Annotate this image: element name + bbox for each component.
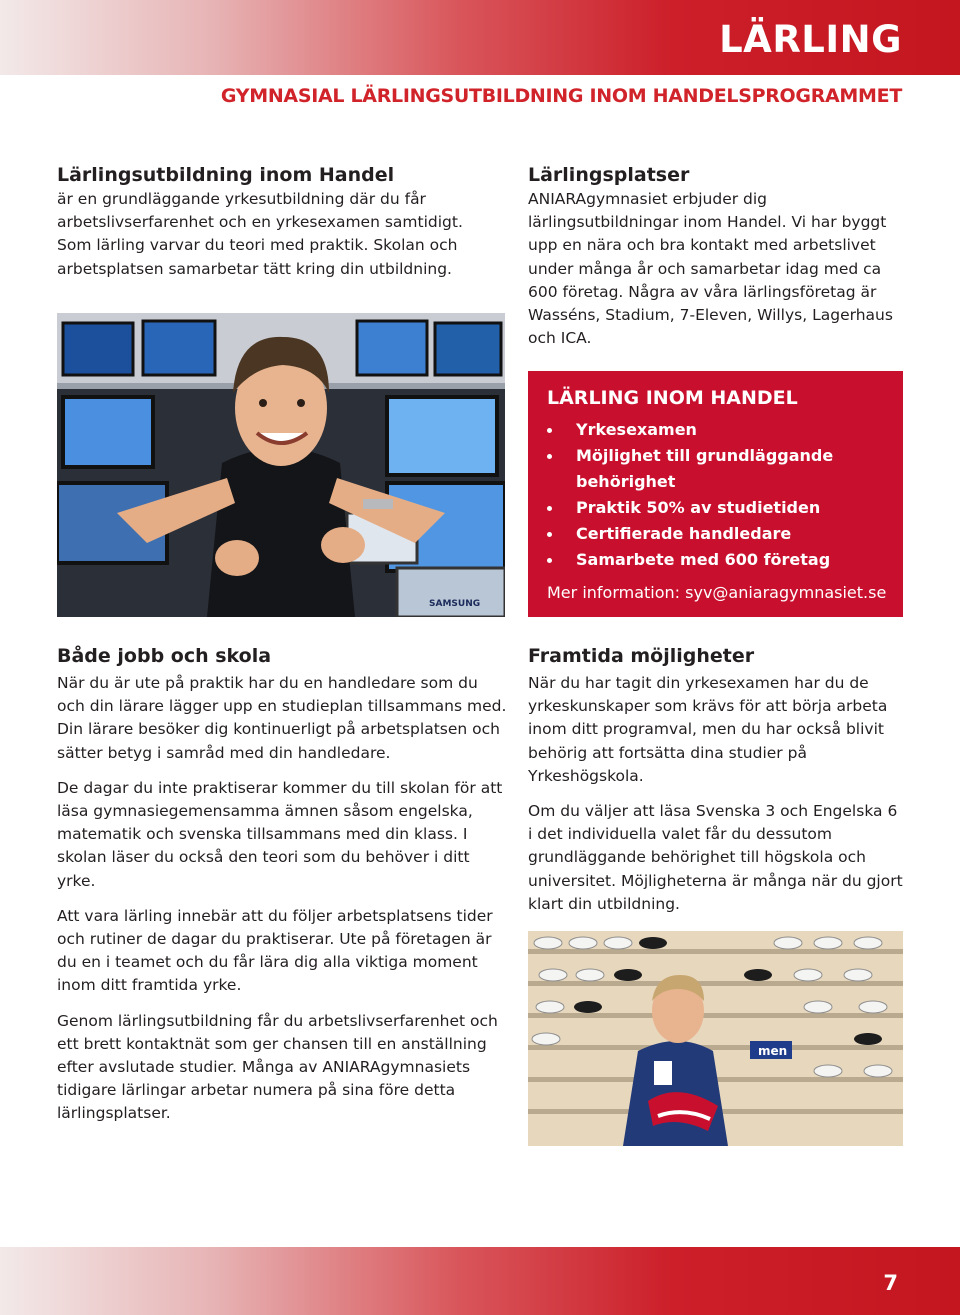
footer-band bbox=[0, 1247, 960, 1315]
fact-box bbox=[528, 371, 903, 617]
fact-item: Samarbete med 600 företag bbox=[547, 547, 883, 573]
job-school-paragraph: När du är ute på praktik har du en handledare som du och din lärare lägger upp en studieplan tillsammans med. Din lärare besöker dig kontinuerligt på arbetsplatsen och sätter betyg i samråd med din handledare. bbox=[57, 674, 507, 762]
placements-line: 600 företag. Några av våra lärlingsföretag är bbox=[528, 282, 877, 301]
fact-item: Praktik 50% av studietiden bbox=[547, 495, 883, 521]
placements-section bbox=[528, 162, 908, 350]
future-text bbox=[528, 672, 903, 916]
apprentice-store-illustration bbox=[57, 313, 505, 617]
placements-line: upp en nära och bra kontakt med arbetslivet bbox=[528, 236, 876, 255]
job-school-heading: Både jobb och skola bbox=[57, 645, 272, 667]
future-heading: Framtida möjligheter bbox=[528, 645, 755, 667]
placements-line: ANIARAgymnasiet erbjuder dig bbox=[528, 190, 768, 208]
job-school-paragraph: Att vara lärling innebär att du följer arbetsplatsens tider och rutiner de dagar du praktiserar. Ute på företagen är du en i teamet och du får lära dig alla viktiga moment inom ditt framtida yrke. bbox=[57, 906, 493, 995]
placements-line: under många år och samarbetar idag med ca bbox=[528, 259, 882, 278]
placements-text bbox=[528, 188, 908, 350]
placements-line: Wasséns, Stadium, 7-Eleven, Willys, Lagerhaus bbox=[528, 306, 893, 325]
intro-heading: Lärlingsutbildning inom Handel bbox=[57, 164, 395, 186]
intro-line: arbetslivserfarenhet och en yrkesexamen samtidigt. bbox=[57, 213, 463, 232]
more-info-link[interactable]: Mer information: syv@aniaragymnasiet.se bbox=[547, 583, 887, 602]
page-title: LÄRLING bbox=[719, 18, 902, 61]
shoe-store-photo bbox=[528, 931, 903, 1146]
placements-line: och ICA. bbox=[528, 329, 592, 348]
fact-list bbox=[547, 417, 883, 573]
future-paragraph: När du har tagit din yrkesexamen har du de yrkeskunskaper som krävs för att börja arbeta inom ditt programval, men du har också blivit behörig att fortsätta dina studier på Yrkeshögskola. bbox=[528, 674, 888, 785]
intro-line: är en grundläggande yrkesutbildning där du får bbox=[57, 190, 426, 208]
job-school-paragraph: Genom lärlingsutbildning får du arbetslivserfarenhet och ett brett kontaktnät som ger chansen till en anställning efter avslutade studier. Många av ANIARAgymnasiets tidigare lärlingar arbetar numera på sina före detta lärlingsplatser. bbox=[57, 1011, 498, 1123]
fact-box-title: LÄRLING INOM HANDEL bbox=[547, 387, 798, 409]
tv-brand-label: SAMSUNG bbox=[429, 599, 481, 609]
apprentice-store-photo bbox=[57, 313, 505, 617]
page-subtitle: GYMNASIAL LÄRLINGSUTBILDNING INOM HANDELSPROGRAMMET bbox=[220, 85, 902, 107]
fact-item: Yrkesexamen bbox=[547, 417, 883, 443]
intro-line: arbetsplatsen samarbetar tätt kring din utbildning. bbox=[57, 259, 452, 278]
placements-heading: Lärlingsplatser bbox=[528, 164, 690, 186]
job-school-paragraph: De dagar du inte praktiserar kommer du till skolan för att läsa gymnasiegemensamma ämnen såsom engelska, matematik och svenska tillsammans med din klass. I skolan läser du också den teori som du behöver i ditt yrke. bbox=[57, 778, 503, 890]
shelf-sign-label: men bbox=[758, 1044, 788, 1058]
intro-line: Som lärling varvar du teori med praktik. Skolan och bbox=[57, 236, 458, 255]
intro-section bbox=[57, 162, 507, 281]
fact-item: Möjlighet till grundläggande behörighet bbox=[547, 443, 883, 495]
page-number: 7 bbox=[883, 1271, 898, 1295]
job-school-section bbox=[57, 643, 509, 1138]
intro-text bbox=[57, 188, 507, 281]
future-paragraph: Om du väljer att läsa Svenska 3 och Engelska 6 i det individuella valet får du dessutom grundläggande behörighet till högskola och universitet. Möjligheterna är många när du gjort klart din utbildning. bbox=[528, 802, 903, 913]
fact-item: Certifierade handledare bbox=[547, 521, 883, 547]
shoe-store-illustration bbox=[528, 931, 903, 1146]
future-section bbox=[528, 643, 903, 928]
job-school-text bbox=[57, 672, 509, 1126]
placements-line: lärlingsutbildningar inom Handel. Vi har byggt bbox=[528, 213, 887, 232]
